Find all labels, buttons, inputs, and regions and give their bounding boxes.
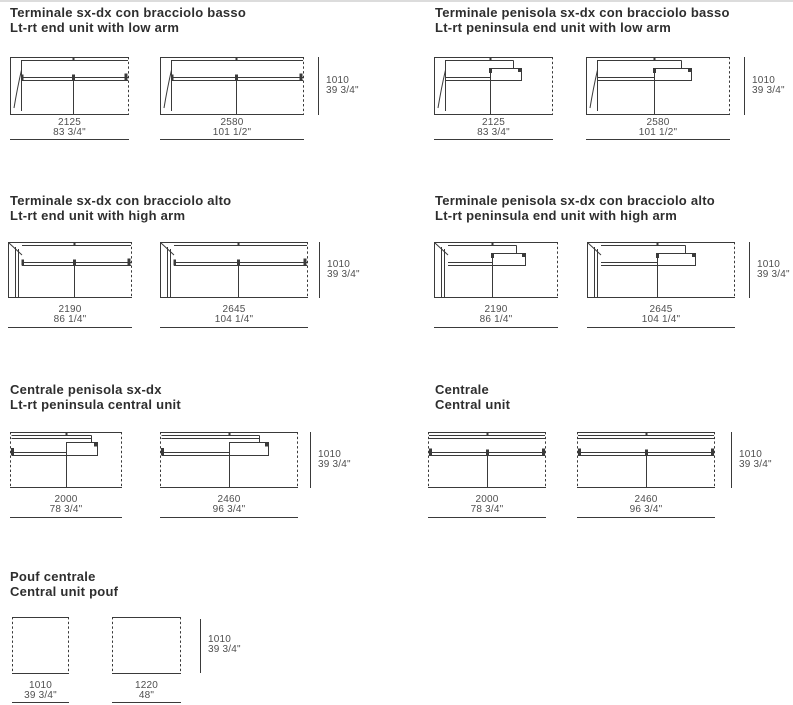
width-inches: 86 1/4" [53, 313, 87, 325]
height-mm: 1010 [739, 449, 763, 460]
title-english: Lt-rt end unit with low arm [10, 19, 180, 35]
height-dimension-line [319, 242, 320, 298]
title-italian: Terminale penisola sx-dx con bracciolo alto [435, 193, 715, 208]
section-title-end-unit-low-arm [10, 6, 246, 35]
width-dimension-label [434, 118, 553, 137]
height-dimension-line [731, 432, 732, 488]
title-italian: Terminale penisola sx-dx con bracciolo basso [435, 5, 730, 20]
drawing-end-unit-high-arm-2645 [160, 242, 308, 298]
title-english: Central unit pouf [10, 583, 119, 599]
width-inches: 101 1/2" [638, 126, 678, 138]
title-english: Lt-rt peninsula central unit [10, 396, 181, 412]
section-title-peninsula-end-unit-high-arm [435, 194, 715, 223]
width-inches: 96 3/4" [629, 503, 663, 515]
section-title-peninsula-end-unit-low-arm [435, 6, 730, 35]
width-dimension-line [160, 327, 308, 328]
width-dimension-line [577, 517, 715, 518]
width-inches: 78 3/4" [470, 503, 504, 515]
width-dimension-label [160, 305, 308, 324]
page-top-rule [0, 0, 793, 2]
height-mm: 1010 [327, 259, 351, 270]
drawing-peninsula-central-unit-2460 [160, 432, 298, 488]
section-title-central-pouf [10, 570, 118, 599]
height-dimension-label [208, 635, 241, 654]
title-english: Lt-rt peninsula end unit with low arm [435, 19, 672, 35]
width-dimension-line [12, 702, 69, 703]
width-mm: 2645 [222, 304, 246, 315]
width-dimension-label [10, 495, 122, 514]
drawing-central-pouf-1010 [12, 617, 69, 674]
height-dimension-label [327, 260, 360, 279]
width-dimension-label [160, 118, 304, 137]
width-mm: 2460 [217, 494, 241, 505]
height-dimension-line [744, 57, 745, 115]
height-inches: 39 3/4" [318, 458, 351, 470]
width-inches: 48" [138, 689, 155, 701]
title-english: Central unit [435, 396, 511, 412]
width-mm: 2580 [646, 117, 670, 128]
width-dimension-label [586, 118, 730, 137]
width-mm: 1010 [28, 680, 53, 691]
height-dimension-line [310, 432, 311, 488]
width-mm: 2460 [634, 494, 658, 505]
height-mm: 1010 [752, 75, 776, 86]
section-title-peninsula-central-unit [10, 383, 181, 412]
height-dimension-label [326, 76, 359, 95]
height-inches: 39 3/4" [739, 458, 772, 470]
width-inches: 83 3/4" [477, 126, 510, 138]
height-dimension-line [200, 619, 201, 673]
height-dimension-label [739, 450, 772, 469]
width-inches: 104 1/4" [641, 313, 681, 325]
drawing-central-unit-2000 [428, 432, 546, 488]
title-english: Lt-rt end unit with high arm [10, 207, 186, 223]
height-mm: 1010 [208, 634, 232, 645]
width-inches: 104 1/4" [214, 313, 254, 325]
width-dimension-label [434, 305, 558, 324]
title-italian: Terminale sx-dx con bracciolo basso [10, 5, 247, 20]
drawing-peninsula-end-unit-high-arm-2190 [434, 242, 558, 298]
width-dimension-label [112, 681, 181, 700]
width-mm: 1220 [134, 680, 159, 691]
width-dimension-line [428, 517, 546, 518]
drawing-central-unit-2460 [577, 432, 715, 488]
width-dimension-line [10, 139, 129, 140]
width-dimension-line [8, 327, 132, 328]
width-mm: 2190 [58, 304, 82, 315]
height-inches: 39 3/4" [208, 643, 241, 655]
width-mm: 2645 [649, 304, 673, 315]
drawing-end-unit-high-arm-2190 [8, 242, 132, 298]
title-italian: Centrale [435, 382, 490, 397]
title-italian: Terminale sx-dx con bracciolo alto [10, 193, 232, 208]
width-mm: 2125 [57, 117, 82, 128]
width-inches: 101 1/2" [212, 126, 252, 138]
drawing-peninsula-end-unit-low-arm-2125 [434, 57, 553, 115]
drawing-end-unit-low-arm-2125 [10, 57, 129, 115]
width-dimension-label [577, 495, 715, 514]
width-mm: 2125 [481, 117, 506, 128]
width-dimension-line [112, 702, 181, 703]
height-inches: 39 3/4" [326, 84, 359, 96]
width-mm: 2000 [475, 494, 499, 505]
drawing-peninsula-central-unit-2000 [10, 432, 122, 488]
height-dimension-line [318, 57, 319, 115]
height-dimension-label [318, 450, 351, 469]
height-dimension-line [749, 242, 750, 298]
width-dimension-line [160, 517, 298, 518]
height-mm: 1010 [318, 449, 342, 460]
title-italian: Pouf centrale [10, 569, 96, 584]
height-inches: 39 3/4" [752, 84, 785, 96]
width-dimension-line [434, 327, 558, 328]
height-dimension-label [757, 260, 790, 279]
drawing-end-unit-low-arm-2580 [160, 57, 304, 115]
width-dimension-line [434, 139, 553, 140]
width-inches: 96 3/4" [212, 503, 246, 515]
height-inches: 39 3/4" [327, 268, 360, 280]
width-mm: 2580 [220, 117, 244, 128]
section-title-central-unit [435, 383, 510, 412]
drawing-peninsula-end-unit-high-arm-2645 [587, 242, 735, 298]
title-english: Lt-rt peninsula end unit with high arm [435, 207, 678, 223]
width-dimension-label [160, 495, 298, 514]
drawing-central-pouf-1220 [112, 617, 181, 674]
drawing-peninsula-end-unit-low-arm-2580 [586, 57, 730, 115]
height-dimension-label [752, 76, 785, 95]
width-dimension-label [587, 305, 735, 324]
width-inches: 86 1/4" [479, 313, 513, 325]
width-dimension-label [12, 681, 69, 700]
width-mm: 2000 [54, 494, 78, 505]
width-mm: 2190 [484, 304, 508, 315]
width-dimension-line [160, 139, 304, 140]
width-inches: 83 3/4" [53, 126, 86, 138]
width-dimension-line [587, 327, 735, 328]
height-mm: 1010 [757, 259, 781, 270]
width-inches: 39 3/4" [24, 689, 57, 701]
height-inches: 39 3/4" [757, 268, 790, 280]
height-mm: 1010 [326, 75, 350, 86]
section-title-end-unit-high-arm [10, 194, 231, 223]
width-dimension-line [586, 139, 730, 140]
width-dimension-label [8, 305, 132, 324]
width-dimension-label [428, 495, 546, 514]
width-dimension-line [10, 517, 122, 518]
title-italian: Centrale penisola sx-dx [10, 382, 162, 397]
width-dimension-label [10, 118, 129, 137]
width-inches: 78 3/4" [49, 503, 83, 515]
